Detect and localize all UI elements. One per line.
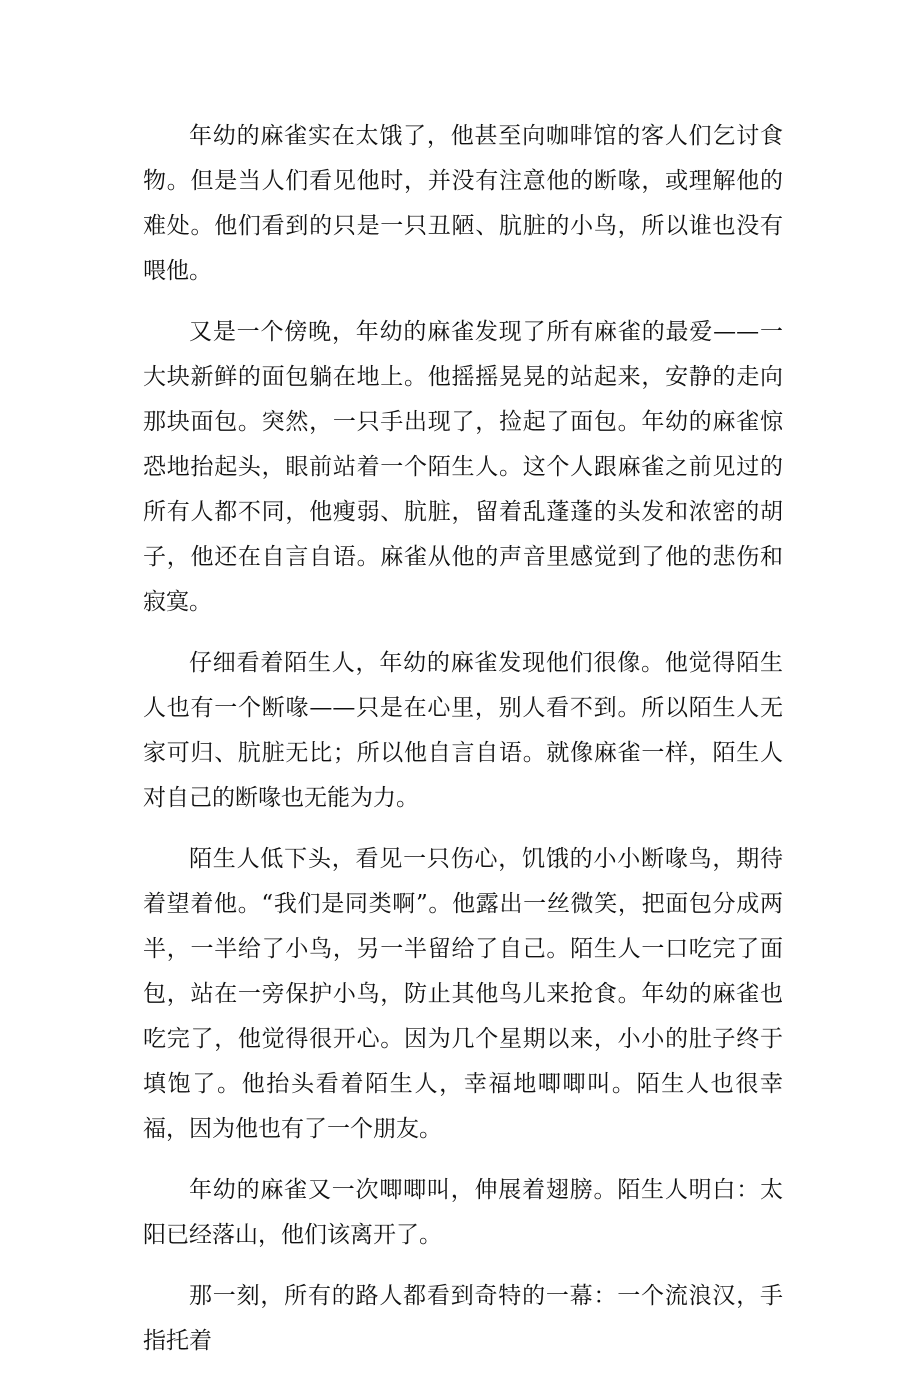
paragraph-5: 年幼的麻雀又一次唧唧叫，伸展着翅膀。陌生人明白：太阳已经落山，他们该离开了。 xyxy=(143,1177,783,1248)
paragraph-2: 又是一个傍晚，年幼的麻雀发现了所有麻雀的最爱——一大块新鲜的面包躺在地上。他摇摇晃晃的站起来，安静的走向那块面包。突然，一只手出现了，捡起了面包。年幼的麻雀惊恐地抬起头，眼前站着一个陌生人。这个人跟麻雀之前见过的所有人都不同，他瘦弱、肮脏，留着乱蓬蓬的头发和浓密的胡子，他还在自言自语。麻雀从他的声音里感觉到了他的悲伤和寂寞。 xyxy=(143,319,783,615)
paragraph-1: 年幼的麻雀实在太饿了，他甚至向咖啡馆的客人们乞讨食物。但是当人们看见他时，并没有注意他的断喙，或理解他的难处。他们看到的只是一只丑陋、肮脏的小鸟，所以谁也没有喂他。 xyxy=(143,123,783,284)
paragraph-6: 那一刻，所有的路人都看到奇特的一幕：一个流浪汉，手指托着 xyxy=(143,1283,783,1354)
paragraph-4: 陌生人低下头，看见一只伤心，饥饿的小小断喙鸟，期待着望着他。“我们是同类啊”。他露出一丝微笑，把面包分成两半，一半给了小鸟，另一半留给了自己。陌生人一口吃完了面包，站在一旁保护小鸟，防止其他鸟儿来抢食。年幼的麻雀也吃完了，他觉得很开心。因为几个星期以来，小小的肚子终于填饱了。他抬头看着陌生人，幸福地唧唧叫。陌生人也很幸福，因为他也有了一个朋友。 xyxy=(143,846,783,1142)
document-body xyxy=(143,114,783,1380)
paragraph-3: 仔细看着陌生人，年幼的麻雀发现他们很像。他觉得陌生人也有一个断喙——只是在心里，别人看不到。所以陌生人无家可归、肮脏无比；所以他自言自语。就像麻雀一样，陌生人对自己的断喙也无能为力。 xyxy=(143,650,783,811)
